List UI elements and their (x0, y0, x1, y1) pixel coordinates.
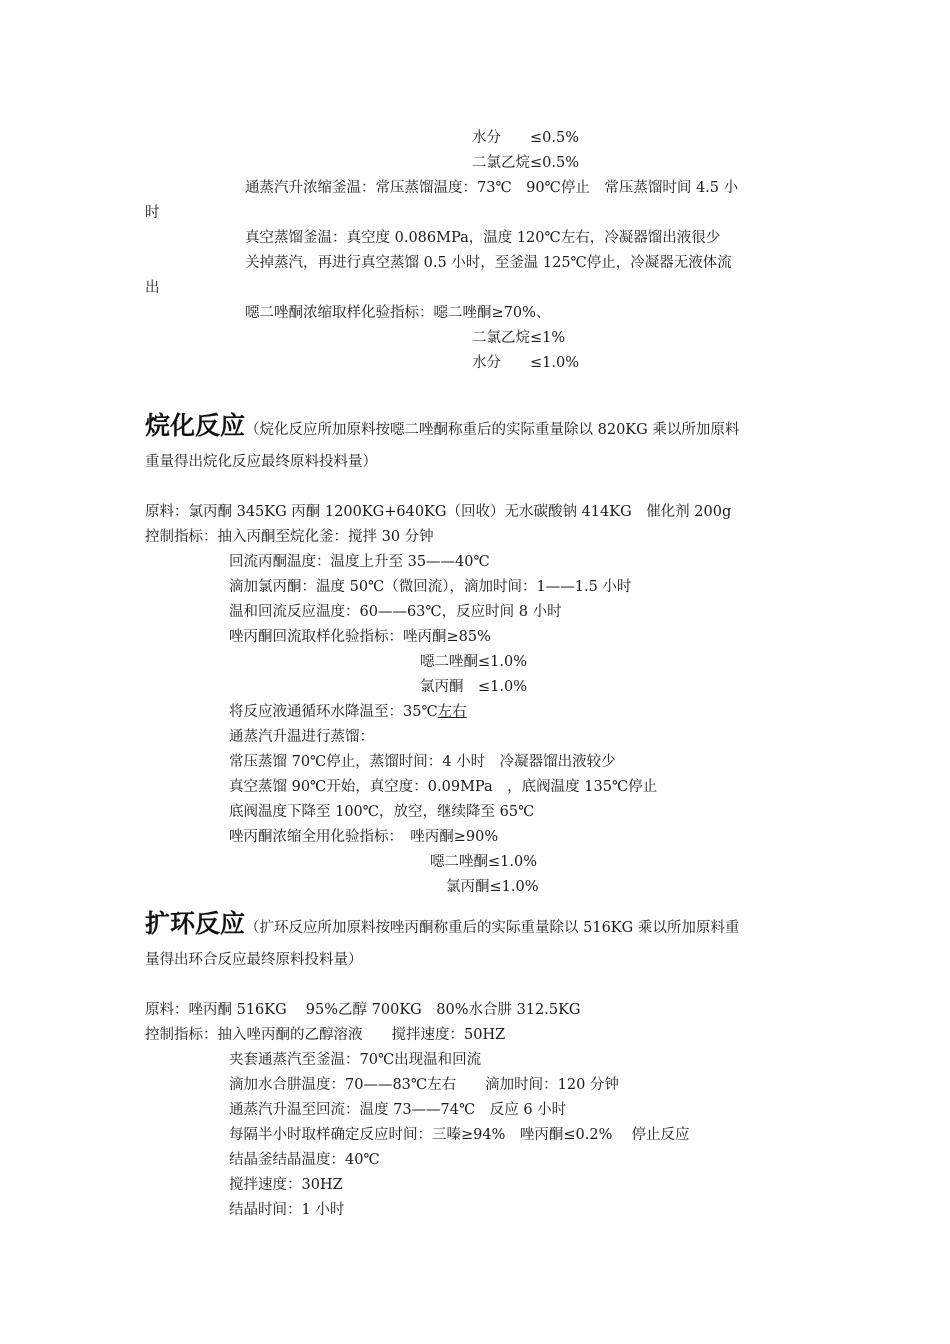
text-line: 常压蒸馏 70℃停止，蒸馏时间：4 小时 冷凝器馏出液较少 (229, 754, 616, 770)
control-indicators-line: 控制指标：抽入唑丙酮的乙醇溶液 搅拌速度：50HZ (145, 1027, 506, 1043)
text-line: 滴加水合肼温度：70——83℃左右 滴加时间：120 分钟 (229, 1077, 619, 1093)
heading-note-cont: 量得出环合反应最终原料投料量） (145, 952, 363, 968)
text-line: 唑丙酮浓缩全用化验指标： 唑丙酮≥90% (229, 829, 499, 845)
text-line: 通蒸汽升浓缩釜温：常压蒸馏温度：73℃ 90℃停止 常压蒸馏时间 4.5 小 (245, 180, 739, 196)
heading-title: 扩环反应 (145, 909, 246, 938)
spec-dichloroethane: 二氯乙烷≤1% (472, 330, 566, 346)
spec-line: 噁二唑酮≤1.0% (420, 654, 527, 670)
text-line: 真空蒸馏釜温：真空度 0.086MPa，温度 120℃左右，冷凝器馏出液很少 (245, 230, 721, 246)
text-line: 温和回流反应温度：60——63℃，反应时间 8 小时 (229, 604, 562, 620)
text-line: 关掉蒸汽，再进行真空蒸馏 0.5 小时，至釜温 125℃停止，冷凝器无液体流 (245, 255, 732, 271)
text-line: 搅拌速度：30HZ (229, 1177, 343, 1193)
heading-note: （扩环反应所加原料按唑丙酮称重后的实际重量除以 516KG 乘以所加原料重 (245, 920, 740, 936)
control-indicators-line: 控制指标：抽入丙酮至烷化釜：搅拌 30 分钟 (145, 529, 434, 545)
spec-line: 氯丙酮≤1.0% (446, 879, 539, 895)
text-line: 唑丙酮回流取样化验指标：唑丙酮≥85% (229, 629, 491, 645)
text-line: 滴加氯丙酮：温度 50℃（微回流），滴加时间：1——1.5 小时 (229, 579, 632, 595)
section-heading (145, 411, 739, 445)
text-line: 结晶釜结晶温度：40℃ (229, 1152, 380, 1168)
text-line: 回流丙酮温度：温度上升至 35——40℃ (229, 554, 490, 570)
text-line: 通蒸汽升温至回流：温度 73——74℃ 反应 6 小时 (229, 1102, 567, 1118)
raw-materials-line: 原料：氯丙酮 345KG 丙酮 1200KG+640KG（回收）无水碳酸钠 414KG 催化剂 200g (145, 504, 732, 520)
text-line: 每隔半小时取样确定反应时间：三嗪≥94% 唑丙酮≤0.2% 停止反应 (229, 1127, 690, 1143)
heading-note: （烷化反应所加原料按噁二唑酮称重后的实际重量除以 820KG 乘以所加原料 (245, 422, 740, 438)
spec-water: 水分 ≤0.5% (472, 130, 579, 146)
spec-line: 氯丙酮 ≤1.0% (420, 679, 527, 695)
text-line: 噁二唑酮浓缩取样化验指标：噁二唑酮≥70%、 (245, 305, 551, 321)
raw-materials-line: 原料：唑丙酮 516KG 95%乙醇 700KG 80%水合肼 312.5KG (145, 1002, 581, 1018)
text-line: 底阀温度下降至 100℃，放空，继续降至 65℃ (229, 804, 535, 820)
heading-title: 烷化反应 (145, 411, 246, 440)
text-line-wrap: 时 (145, 205, 160, 221)
section-heading (145, 909, 739, 943)
text-line: 夹套通蒸汽至釜温：70℃出现温和回流 (229, 1052, 482, 1068)
text-line: 结晶时间：1 小时 (229, 1202, 345, 1218)
text-span: 将反应液通循环水降温至：35℃ (229, 704, 438, 720)
text-line: 真空蒸馏 90℃开始，真空度：0.09MPa ，底阀温度 135℃停止 (229, 779, 658, 795)
text-line: 通蒸汽升温进行蒸馏： (229, 729, 374, 745)
underlined-text: 左右 (437, 704, 467, 720)
heading-note-cont: 重量得出烷化反应最终原料投料量） (145, 454, 377, 470)
text-line-wrap: 出 (145, 280, 160, 296)
text-line (229, 702, 467, 722)
spec-line: 噁二唑酮≤1.0% (430, 854, 537, 870)
spec-water: 水分 ≤1.0% (472, 355, 579, 371)
spec-dichloroethane: 二氯乙烷≤0.5% (472, 155, 579, 171)
